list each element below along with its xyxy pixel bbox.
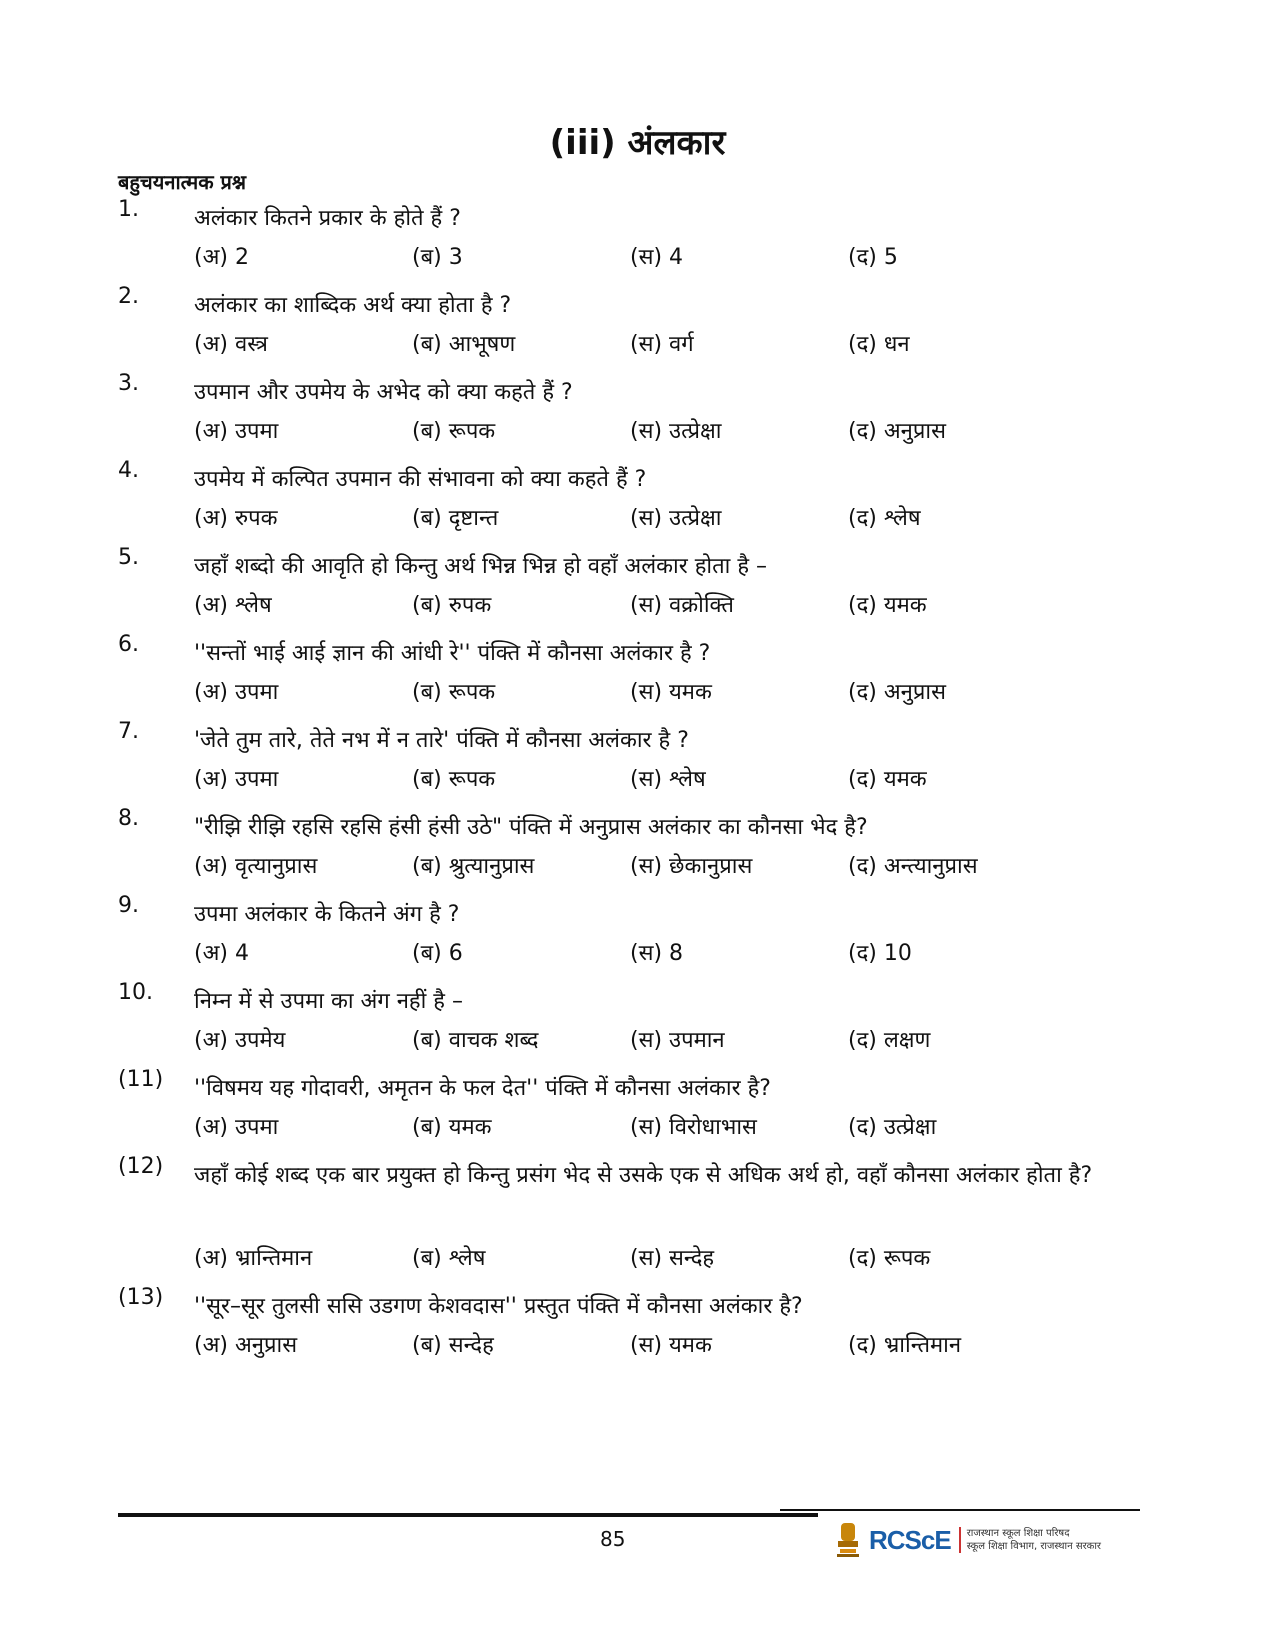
footer-divider-thin: [780, 1509, 1140, 1511]
answer-option: (ब) आभूषण: [412, 332, 516, 357]
question-text: उपमान और उपमेय के अभेद को क्या कहते हैं ?: [194, 380, 573, 405]
question-text: 'जेते तुम तारे, तेते नभ में न तारे' पंक्ति में कौनसा अलंकार है ?: [194, 728, 689, 753]
logo-org-sub: स्कूल शिक्षा विभाग, राजस्थान सरकार: [966, 1541, 1102, 1552]
answer-options: [194, 1024, 1154, 1064]
question-number: 9.: [118, 893, 139, 918]
answer-option: (द) 10: [848, 941, 912, 966]
answer-option: (ब) रुपक: [412, 593, 492, 618]
question-text: जहाँ कोई शब्द एक बार प्रयुक्त हो किन्तु प्रसंग भेद से उसके एक से अधिक अर्थ हो, वहाँ कौनसा अलंकार होता है?: [194, 1163, 1093, 1188]
question-number: 10.: [118, 980, 153, 1005]
answer-options: [194, 763, 1154, 803]
answer-option: (द) लक्षण: [848, 1028, 931, 1053]
question-text: अलंकार कितने प्रकार के होते हैं ?: [194, 206, 461, 231]
question-number: (13): [118, 1285, 164, 1310]
answer-option: (द) रूपक: [848, 1246, 931, 1271]
question-number: 4.: [118, 458, 139, 483]
answer-option: (स) छेकानुप्रास: [630, 854, 753, 879]
question-number: 8.: [118, 806, 139, 831]
question-number: 2.: [118, 284, 139, 309]
answer-options: [194, 328, 1154, 368]
answer-option: (स) यमक: [630, 1333, 712, 1358]
answer-option: (ब) 3: [412, 245, 463, 270]
question-number: 6.: [118, 632, 139, 657]
answer-option: (स) 4: [630, 245, 684, 270]
logo-org-text: [959, 1527, 1101, 1553]
answer-option: (स) सन्देह: [630, 1246, 715, 1271]
page-title: (iii) अंलकार: [549, 123, 726, 163]
answer-option: (अ) उपमेय: [194, 1028, 286, 1053]
answer-options: [194, 415, 1154, 455]
answer-option: (ब) श्लेष: [412, 1246, 486, 1271]
answer-option: (द) श्लेष: [848, 506, 921, 531]
question-text: ''सूर–सूर तुलसी ससि उडगण केशवदास'' प्रस्तुत पंक्ति में कौनसा अलंकार है?: [194, 1294, 803, 1319]
answer-options: [194, 589, 1154, 629]
question-text: उपमेय में कल्पित उपमान की संभावना को क्या कहते हैं ?: [194, 467, 647, 492]
answer-option: (अ) भ्रान्तिमान: [194, 1246, 313, 1271]
answer-option: (ब) सन्देह: [412, 1333, 494, 1358]
answer-option: (ब) वाचक शब्द: [412, 1028, 539, 1053]
answer-option: (द) 5: [848, 245, 898, 270]
answer-option: (स) वर्ग: [630, 332, 694, 357]
answer-option: (द) अनुप्रास: [848, 680, 946, 705]
question-text: "रीझि रीझि रहसि रहसि हंसी हंसी उठे" पंक्ति में अनुप्रास अलंकार का कौनसा भेद है?: [194, 815, 868, 840]
answer-option: (स) उपमान: [630, 1028, 725, 1053]
answer-options: [194, 850, 1154, 890]
answer-option: (स) वक्रोक्ति: [630, 593, 734, 618]
answer-option: (ब) रूपक: [412, 680, 496, 705]
answer-option: (अ) रुपक: [194, 506, 278, 531]
question-text: ''विषमय यह गोदावरी, अमृतन के फल देत'' पंक्ति में कौनसा अलंकार है?: [194, 1076, 771, 1101]
answer-option: (ब) रूपक: [412, 767, 496, 792]
page-number: 85: [600, 1527, 626, 1551]
answer-option: (द) यमक: [848, 593, 927, 618]
question-number: (11): [118, 1067, 164, 1092]
answer-option: (स) विरोधाभास: [630, 1115, 757, 1140]
question-number: 5.: [118, 545, 139, 570]
answer-option: (अ) अनुप्रास: [194, 1333, 298, 1358]
answer-options: [194, 1111, 1154, 1151]
answer-option: (स) यमक: [630, 680, 712, 705]
question-number: 7.: [118, 719, 139, 744]
answer-option: (ब) यमक: [412, 1115, 492, 1140]
answer-options: [194, 502, 1154, 542]
answer-option: (द) यमक: [848, 767, 927, 792]
answer-option: (द) अन्त्यानुप्रास: [848, 854, 978, 879]
answer-option: (स) उत्प्रेक्षा: [630, 419, 722, 444]
answer-option: (अ) वृत्यानुप्रास: [194, 854, 318, 879]
answer-option: (अ) उपमा: [194, 680, 279, 705]
answer-option: (स) श्लेष: [630, 767, 706, 792]
answer-option: (अ) 2: [194, 245, 249, 270]
answer-option: (ब) श्रुत्यानुप्रास: [412, 854, 535, 879]
answer-option: (द) उत्प्रेक्षा: [848, 1115, 937, 1140]
footer-divider: [118, 1513, 818, 1517]
logo-wordmark: RCScE: [869, 1524, 951, 1555]
question-text: उपमा अलंकार के कितने अंग है ?: [194, 902, 460, 927]
answer-option: (अ) वस्त्र: [194, 332, 268, 357]
answer-options: [194, 1329, 1154, 1369]
answer-option: (अ) श्लेष: [194, 593, 272, 618]
answer-option: (द) धन: [848, 332, 910, 357]
answer-option: (द) अनुप्रास: [848, 419, 946, 444]
answer-option: (ब) 6: [412, 941, 463, 966]
answer-options: [194, 241, 1154, 281]
question-text: जहाँ शब्दो की आवृति हो किन्तु अर्थ भिन्न भिन्न हो वहाँ अलंकार होता है –: [194, 554, 767, 579]
question-text: अलंकार का शाब्दिक अर्थ क्या होता है ?: [194, 293, 512, 318]
answer-option: (अ) उपमा: [194, 1115, 279, 1140]
answer-option: (स) उत्प्रेक्षा: [630, 506, 722, 531]
answer-option: (द) भ्रान्तिमान: [848, 1333, 962, 1358]
logo-org-name: राजस्थान स्कूल शिक्षा परिषद: [966, 1528, 1070, 1539]
answer-option: (स) 8: [630, 941, 684, 966]
answer-option: (अ) उपमा: [194, 419, 279, 444]
answer-option: (ब) दृष्टान्त: [412, 506, 499, 531]
question-number: 1.: [118, 197, 139, 222]
answer-options: [194, 1242, 1154, 1282]
answer-options: [194, 937, 1154, 977]
answer-option: (ब) रूपक: [412, 419, 496, 444]
rcsce-logo: [835, 1515, 1120, 1565]
question-text: ''सन्तों भाई आई ज्ञान की आंधी रे'' पंक्ति में कौनसा अलंकार है ?: [194, 641, 711, 666]
question-text: निम्न में से उपमा का अंग नहीं है –: [194, 989, 463, 1014]
question-number: (12): [118, 1154, 164, 1179]
question-number: 3.: [118, 371, 139, 396]
state-emblem-icon: [835, 1521, 861, 1559]
section-heading: बहुचयनात्मक प्रश्न: [118, 170, 247, 194]
answer-options: [194, 676, 1154, 716]
answer-option: (अ) उपमा: [194, 767, 279, 792]
answer-option: (अ) 4: [194, 941, 249, 966]
